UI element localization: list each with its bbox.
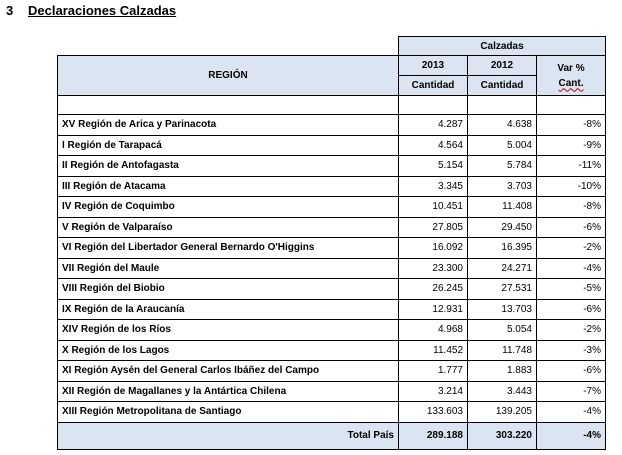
- value-2012: 5.004: [468, 135, 537, 156]
- variation-value: -11%: [537, 156, 606, 177]
- total-label: Total País: [58, 422, 399, 449]
- region-name: I Región de Tarapacá: [58, 135, 399, 156]
- region-name: XII Región de Magallanes y la Antártica Chilena: [58, 381, 399, 402]
- table-row: [58, 381, 606, 402]
- value-2012: 5.054: [468, 320, 537, 341]
- table-row: [58, 135, 606, 156]
- total-row: [58, 422, 606, 449]
- value-2012: 1.883: [468, 361, 537, 382]
- section-title: Declaraciones Calzadas: [28, 3, 177, 18]
- total-2012: 303.220: [468, 422, 537, 449]
- region-name: XIII Región Metropolitana de Santiago: [58, 402, 399, 423]
- value-2012: 139.205: [468, 402, 537, 423]
- value-2012: 4.638: [468, 115, 537, 136]
- value-2013: 4.968: [399, 320, 468, 341]
- table-row: [58, 238, 606, 259]
- total-2013: 289.188: [399, 422, 468, 449]
- region-name: V Región de Valparaíso: [58, 217, 399, 238]
- region-name: X Región de los Lagos: [58, 340, 399, 361]
- value-2012: 13.703: [468, 299, 537, 320]
- region-name: VII Región del Maule: [58, 258, 399, 279]
- region-name: VIII Región del Biobio: [58, 279, 399, 300]
- value-2013: 10.451: [399, 197, 468, 218]
- spacer-cell: [468, 96, 537, 115]
- table-row: [58, 176, 606, 197]
- table-row: [58, 340, 606, 361]
- value-2013: 16.092: [399, 238, 468, 259]
- value-2012: 29.450: [468, 217, 537, 238]
- region-name: II Región de Antofagasta: [58, 156, 399, 177]
- region-name: XI Región Aysén del General Carlos Ibáñez del Campo: [58, 361, 399, 382]
- value-2013: 12.931: [399, 299, 468, 320]
- spacer-cell: [537, 96, 606, 115]
- region-name: IV Región de Coquimbo: [58, 197, 399, 218]
- variation-value: -10%: [537, 176, 606, 197]
- variation-value: -6%: [537, 299, 606, 320]
- value-2013: 23.300: [399, 258, 468, 279]
- value-2012: 3.443: [468, 381, 537, 402]
- year-2013-header: 2013: [399, 56, 468, 76]
- quantity-subheader-2013: Cantidad: [399, 76, 468, 96]
- variation-header-line2: Cant.: [558, 77, 584, 89]
- table-row: [58, 217, 606, 238]
- value-2013: 133.603: [399, 402, 468, 423]
- variation-value: -8%: [537, 197, 606, 218]
- region-name: III Región de Atacama: [58, 176, 399, 197]
- variation-header: [537, 56, 606, 96]
- region-column-header: REGIÓN: [58, 56, 399, 96]
- value-2012: 11.408: [468, 197, 537, 218]
- region-name: XV Región de Arica y Parinacota: [58, 115, 399, 136]
- variation-value: -4%: [537, 258, 606, 279]
- variation-value: -6%: [537, 361, 606, 382]
- variation-value: -2%: [537, 320, 606, 341]
- value-2013: 26.245: [399, 279, 468, 300]
- region-name: XIV Región de los Ríos: [58, 320, 399, 341]
- variation-value: -6%: [537, 217, 606, 238]
- table-row: [58, 299, 606, 320]
- table-row: [58, 279, 606, 300]
- empty-corner: [58, 37, 399, 56]
- region-name: IX Región de la Araucanía: [58, 299, 399, 320]
- value-2013: 3.214: [399, 381, 468, 402]
- value-2012: 5.784: [468, 156, 537, 177]
- variation-value: -5%: [537, 279, 606, 300]
- table-body: [58, 115, 606, 423]
- table-row: [58, 197, 606, 218]
- value-2013: 5.154: [399, 156, 468, 177]
- group-header-calzadas: Calzadas: [399, 37, 606, 56]
- quantity-subheader-2012: Cantidad: [468, 76, 537, 96]
- spacer-cell: [399, 96, 468, 115]
- value-2012: 11.748: [468, 340, 537, 361]
- variation-header-line1: Var %: [557, 62, 585, 74]
- table-row: [58, 258, 606, 279]
- table-row: [58, 361, 606, 382]
- value-2013: 3.345: [399, 176, 468, 197]
- variation-value: -8%: [537, 115, 606, 136]
- total-variation: -4%: [537, 422, 606, 449]
- region-name: VI Región del Libertador General Bernardo O'Higgins: [58, 238, 399, 259]
- value-2012: 16.395: [468, 238, 537, 259]
- variation-value: -3%: [537, 340, 606, 361]
- value-2013: 1.777: [399, 361, 468, 382]
- value-2013: 27.805: [399, 217, 468, 238]
- table-row: [58, 156, 606, 177]
- table-row: [58, 320, 606, 341]
- value-2013: 4.564: [399, 135, 468, 156]
- declaraciones-table: [57, 36, 606, 450]
- variation-value: -4%: [537, 402, 606, 423]
- value-2012: 27.531: [468, 279, 537, 300]
- table-row: [58, 115, 606, 136]
- spacer-cell: [58, 96, 399, 115]
- value-2012: 3.703: [468, 176, 537, 197]
- variation-value: -2%: [537, 238, 606, 259]
- value-2013: 11.452: [399, 340, 468, 361]
- section-heading: [6, 3, 176, 18]
- variation-value: -7%: [537, 381, 606, 402]
- section-number: 3: [6, 3, 14, 18]
- year-2012-header: 2012: [468, 56, 537, 76]
- value-2013: 4.287: [399, 115, 468, 136]
- variation-value: -9%: [537, 135, 606, 156]
- value-2012: 24.271: [468, 258, 537, 279]
- table-row: [58, 402, 606, 423]
